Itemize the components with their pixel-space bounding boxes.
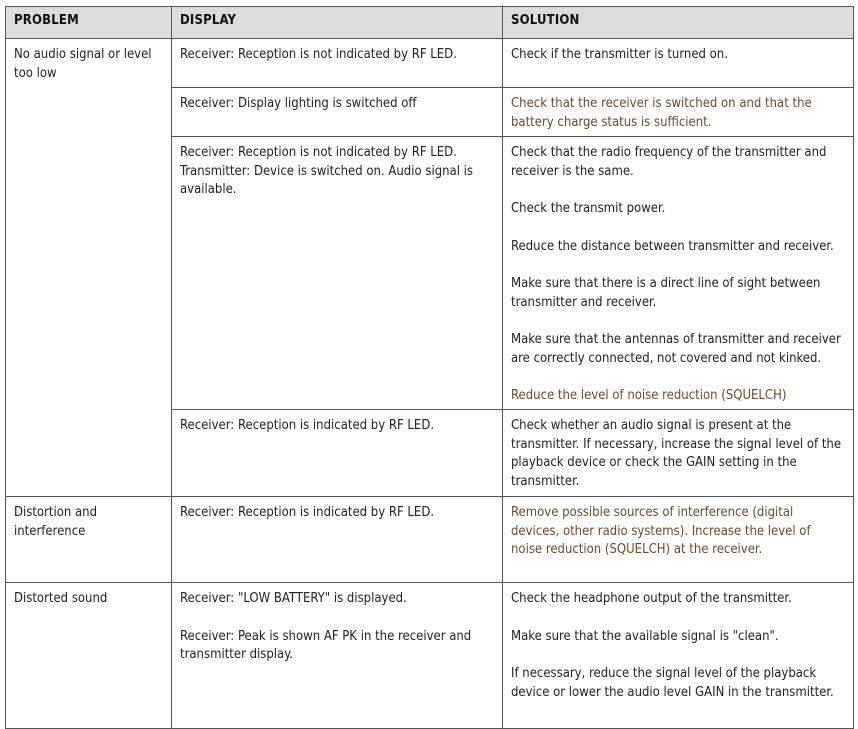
header-problem: PROBLEM xyxy=(6,7,172,39)
solution-text: Check if the transmitter is turned on. xyxy=(511,47,728,62)
solution-text: Make sure that there is a direct line of sight between transmitter and receiver. xyxy=(511,276,821,310)
problem-text: No audio signal or level too low xyxy=(14,47,152,81)
solution-cell xyxy=(503,88,854,137)
display-cell xyxy=(172,497,503,583)
table-row xyxy=(6,583,854,729)
solution-cell xyxy=(503,583,854,729)
header-row xyxy=(6,7,854,39)
solution-cell xyxy=(503,39,854,88)
problem-cell xyxy=(6,39,172,497)
solution-text: If necessary, reduce the signal level of the playback device or lower the audio level GAIN in the transmitter. xyxy=(511,666,834,700)
display-text: Receiver: Peak is shown AF PK in the receiver and transmitter display. xyxy=(180,628,472,662)
solution-text: Reduce the distance between transmitter and receiver. xyxy=(511,238,834,254)
display-text: Receiver: Reception is indicated by RF LED. xyxy=(180,418,435,433)
solution-cell xyxy=(503,137,854,410)
solution-text: Check the transmit power. xyxy=(511,201,666,216)
header-display: DISPLAY xyxy=(172,7,503,39)
problem-cell xyxy=(6,583,172,729)
solution-text: Check whether an audio signal is present at the transmitter. If necessary, increase the signal level of the playback device or check the GAIN setting in the transmitter. xyxy=(511,418,842,489)
table-row xyxy=(6,39,854,88)
solution-cell xyxy=(503,410,854,497)
display-cell xyxy=(172,410,503,497)
display-text: Receiver: Reception is not indicated by RF LED. xyxy=(180,47,457,62)
solution-text: Check that the radio frequency of the transmitter and receiver is the same. xyxy=(511,145,827,179)
display-cell xyxy=(172,39,503,88)
solution-cell xyxy=(503,497,854,583)
display-text: Receiver: Reception is not indicated by RF LED. Transmitter: Device is switched on. Audio signal is available. xyxy=(180,145,474,197)
solution-text: Make sure that the antennas of transmitter and receiver are correctly connected, not covered and not kinked. xyxy=(511,332,841,366)
solution-text: Check the headphone output of the transmitter. xyxy=(511,591,792,606)
solution-text: Reduce the level of noise reduction (SQUELCH) xyxy=(511,388,787,403)
troubleshooting-table xyxy=(5,6,854,729)
display-text: Receiver: Reception is indicated by RF LED. xyxy=(180,505,435,520)
display-cell xyxy=(172,137,503,410)
problem-cell xyxy=(6,497,172,583)
solution-text: Make sure that the available signal is "clean". xyxy=(511,628,779,644)
table-row xyxy=(6,497,854,583)
header-solution: SOLUTION xyxy=(503,7,854,39)
problem-text: Distorted sound xyxy=(14,591,108,606)
display-cell xyxy=(172,583,503,729)
display-text: Receiver: "LOW BATTERY" is displayed. xyxy=(180,591,407,606)
problem-text: Distortion and interference xyxy=(14,505,98,539)
display-text: Receiver: Display lighting is switched off xyxy=(180,96,417,111)
solution-text: Check that the receiver is switched on and that the battery charge status is sufficient. xyxy=(511,96,812,130)
display-cell xyxy=(172,88,503,137)
solution-text: Remove possible sources of interference (digital devices, other radio systems). Increase the level of noise reduction (SQUELCH) at the receiver. xyxy=(511,505,811,557)
